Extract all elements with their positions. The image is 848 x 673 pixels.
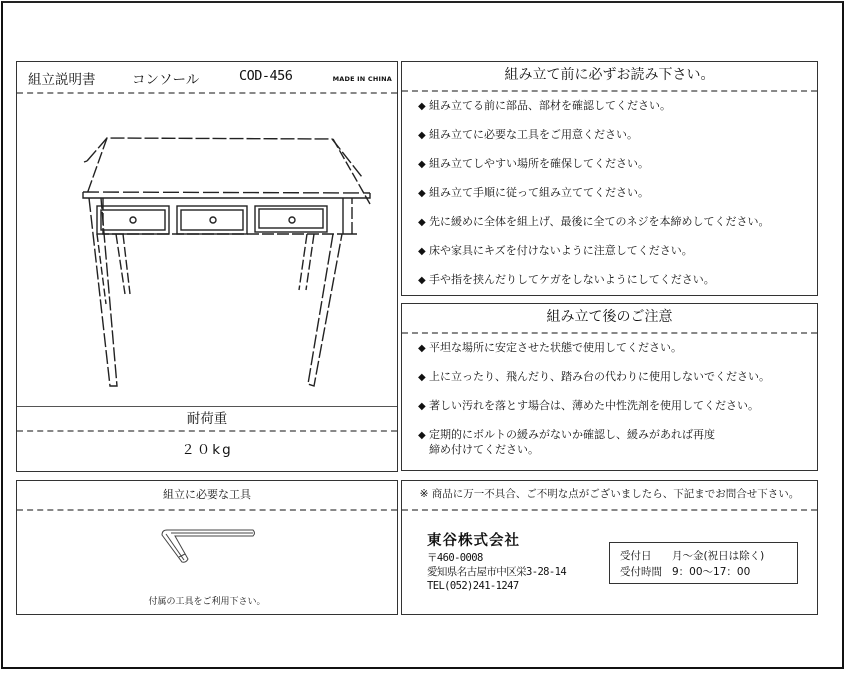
divider	[17, 509, 397, 511]
origin-label: MADE IN CHINA	[332, 75, 392, 83]
days-value: 月～金(祝日は除く)	[672, 550, 765, 562]
diamond-bullet-icon: ◆	[418, 130, 426, 141]
hex-key-icon	[153, 523, 273, 577]
doc-type-label: 組立説明書	[28, 72, 96, 88]
after-assembly-panel	[401, 303, 818, 471]
diamond-bullet-icon: ◆	[418, 275, 426, 286]
tools-note: 付属の工具をご利用下さい。	[148, 597, 266, 607]
contact-panel	[401, 480, 818, 615]
list-item: ◆ 定期的にボルトの緩みがないか確認し、緩みがあれば再度 締め付けてください。	[418, 428, 715, 456]
list-item: ◆ 床や家具にキズを付けないように注意してください。	[418, 244, 693, 257]
diamond-bullet-icon: ◆	[418, 159, 426, 170]
diamond-bullet-icon: ◆	[418, 430, 426, 441]
after-assembly-title: 組み立て後のご注意	[546, 309, 673, 325]
list-item: ◆ 組み立てに必要な工具をご用意ください。	[418, 128, 638, 141]
list-item: ◆ 先に緩めに全体を組上げ、最後に全てのネジを本締めしてください。	[418, 215, 770, 228]
diamond-bullet-icon: ◆	[418, 246, 426, 257]
time-label: 受付時間	[620, 566, 662, 578]
list-item: ◆ 上に立ったり、飛んだり、踏み台の代わりに使用しないでください。	[418, 370, 770, 383]
product-panel	[16, 61, 398, 472]
list-item: ◆ 著しい汚れを落とす場合は、薄めた中性洗剤を使用してください。	[418, 399, 759, 412]
diamond-bullet-icon: ◆	[418, 343, 426, 354]
divider	[402, 332, 817, 334]
divider	[17, 406, 397, 407]
hours-days-row	[620, 548, 764, 563]
before-assembly-panel	[401, 61, 818, 296]
diamond-bullet-icon: ◆	[418, 372, 426, 383]
divider	[17, 430, 397, 432]
business-hours-box	[609, 542, 798, 584]
postal-code: 〒460-0008	[427, 552, 483, 564]
street-address: 愛知県名古屋市中区栄3-28-14	[427, 566, 567, 578]
hours-time-row	[620, 564, 750, 579]
load-capacity-value: ２０kg	[181, 442, 233, 458]
divider	[402, 509, 817, 511]
product-header	[17, 62, 397, 94]
list-item: ◆ 組み立てしやすい場所を確保してください。	[418, 157, 649, 170]
diamond-bullet-icon: ◆	[418, 217, 426, 228]
company-address	[427, 551, 566, 593]
days-label: 受付日	[620, 550, 652, 562]
diamond-bullet-icon: ◆	[418, 101, 426, 112]
list-item: ◆ 手や指を挟んだりしてケガをしないようにしてください。	[418, 273, 715, 286]
product-name: コンソール	[132, 72, 200, 88]
before-assembly-list	[418, 99, 813, 302]
tools-panel	[16, 480, 398, 615]
phone-number: TEL(052)241-1247	[427, 580, 519, 592]
tools-title: 組立に必要な工具	[163, 488, 251, 501]
diamond-bullet-icon: ◆	[418, 401, 426, 412]
load-capacity-label: 耐荷重	[186, 411, 228, 427]
model-code: COD-456	[239, 68, 293, 84]
diamond-bullet-icon: ◆	[418, 188, 426, 199]
console-table-illustration	[17, 94, 397, 406]
divider	[402, 90, 817, 92]
company-name: 東谷株式会社	[427, 533, 520, 549]
contact-title: ※ 商品に万一不具合、ご不明な点がございましたら、下記までお問合せ下さい。	[419, 488, 800, 500]
time-value: 9：00～17：00	[672, 566, 751, 578]
list-item: ◆ 組み立て手順に従って組み立ててください。	[418, 186, 649, 199]
list-item: ◆ 平坦な場所に安定させた状態で使用してください。	[418, 341, 682, 354]
list-item: ◆ 組み立てる前に部品、部材を確認してください。	[418, 99, 671, 112]
after-assembly-list	[418, 341, 813, 457]
before-assembly-title: 組み立て前に必ずお読み下さい。	[504, 67, 715, 83]
